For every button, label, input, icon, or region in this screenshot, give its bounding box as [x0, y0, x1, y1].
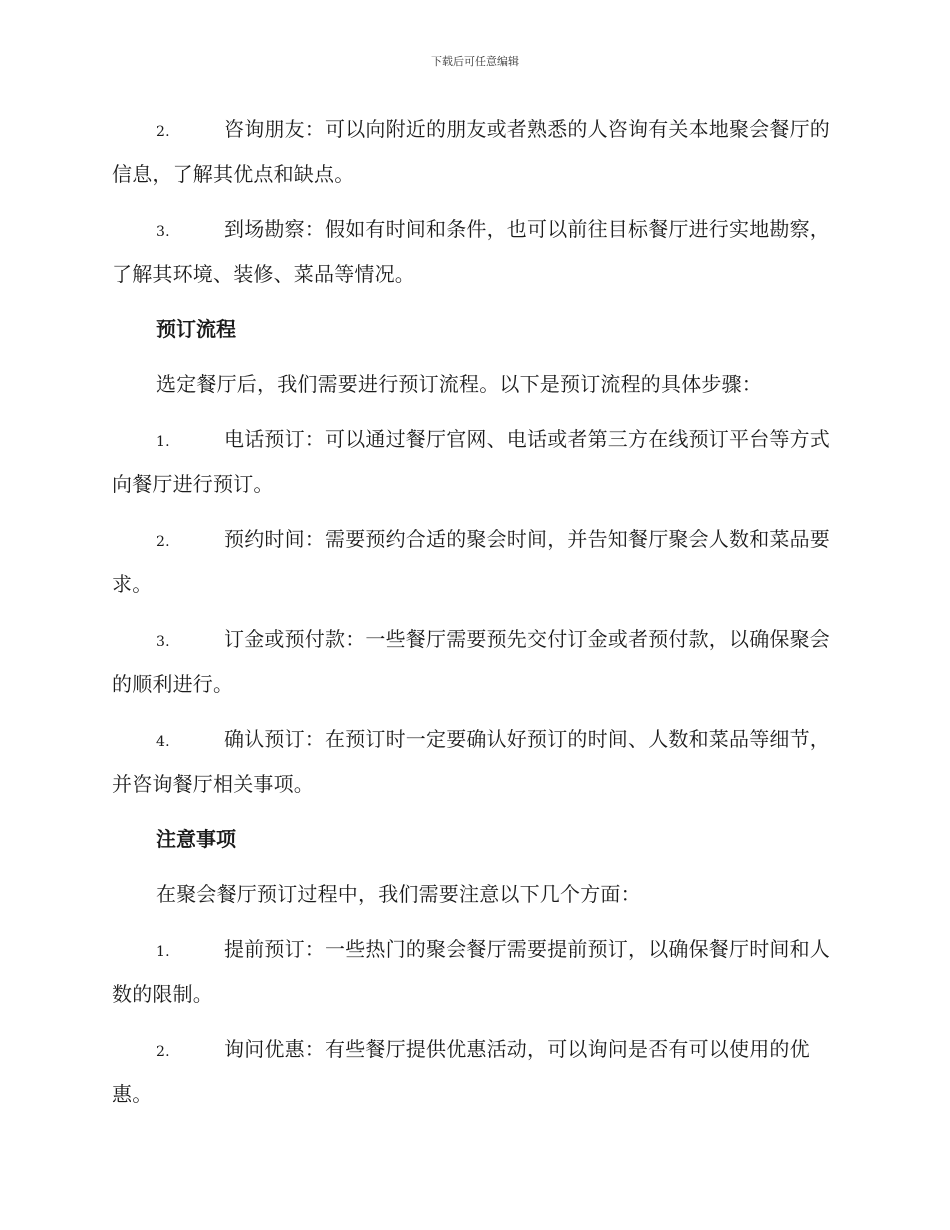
- list-item-number: 2.: [156, 1044, 170, 1060]
- list-item-text: 预约时间：需要预约合适的聚会时间，并告知餐厅聚会人数和菜品要求。: [112, 527, 830, 596]
- list-item-number: 3.: [156, 224, 170, 240]
- list-item-text: 咨询朋友：可以向附近的朋友或者熟悉的人咨询有关本地聚会餐厅的信息，了解其优点和缺点。: [112, 117, 830, 186]
- list-item-text: 确认预订：在预订时一定要确认好预订的时间、人数和菜品等细节，并咨询餐厅相关事项。: [112, 727, 830, 796]
- list-item-number: 4.: [156, 734, 170, 750]
- section-heading-notes: 注意事项: [156, 827, 236, 851]
- section-intro-paragraph: 选定餐厅后，我们需要进行预订流程。以下是预订流程的具体步骤：: [156, 372, 762, 396]
- list-item: [112, 208, 834, 295]
- list-item: [112, 418, 834, 505]
- list-item-number: 2.: [156, 124, 170, 140]
- page-header: 下载后可任意编辑: [431, 55, 519, 68]
- list-item-number: 1.: [156, 944, 170, 960]
- list-item-text: 到场勘察：假如有时间和条件，也可以前往目标餐厅进行实地勘察，了解其环境、装修、菜品等情况。: [112, 217, 830, 286]
- list-item: [112, 618, 834, 705]
- list-item: [112, 518, 834, 605]
- list-item-number: 3.: [156, 634, 170, 650]
- section-heading-booking-process: 预订流程: [156, 317, 236, 341]
- list-item-number: 2.: [156, 534, 170, 550]
- list-item: [112, 928, 834, 1015]
- list-item-text: 提前预订：一些热门的聚会餐厅需要提前预订，以确保餐厅时间和人数的限制。: [112, 937, 830, 1006]
- list-item-number: 1.: [156, 434, 170, 450]
- list-item-text: 订金或预付款：一些餐厅需要预先交付订金或者预付款，以确保聚会的顺利进行。: [112, 627, 830, 696]
- list-item: [112, 718, 834, 805]
- section-intro-paragraph: 在聚会餐厅预订过程中，我们需要注意以下几个方面：: [156, 882, 641, 906]
- list-item-text: 电话预订：可以通过餐厅官网、电话或者第三方在线预订平台等方式向餐厅进行预订。: [112, 427, 830, 496]
- list-item-text: 询问优惠：有些餐厅提供优惠活动，可以询问是否有可以使用的优惠。: [112, 1037, 810, 1106]
- document-body: [112, 108, 834, 1128]
- list-item: [112, 108, 834, 195]
- list-item: [112, 1028, 834, 1115]
